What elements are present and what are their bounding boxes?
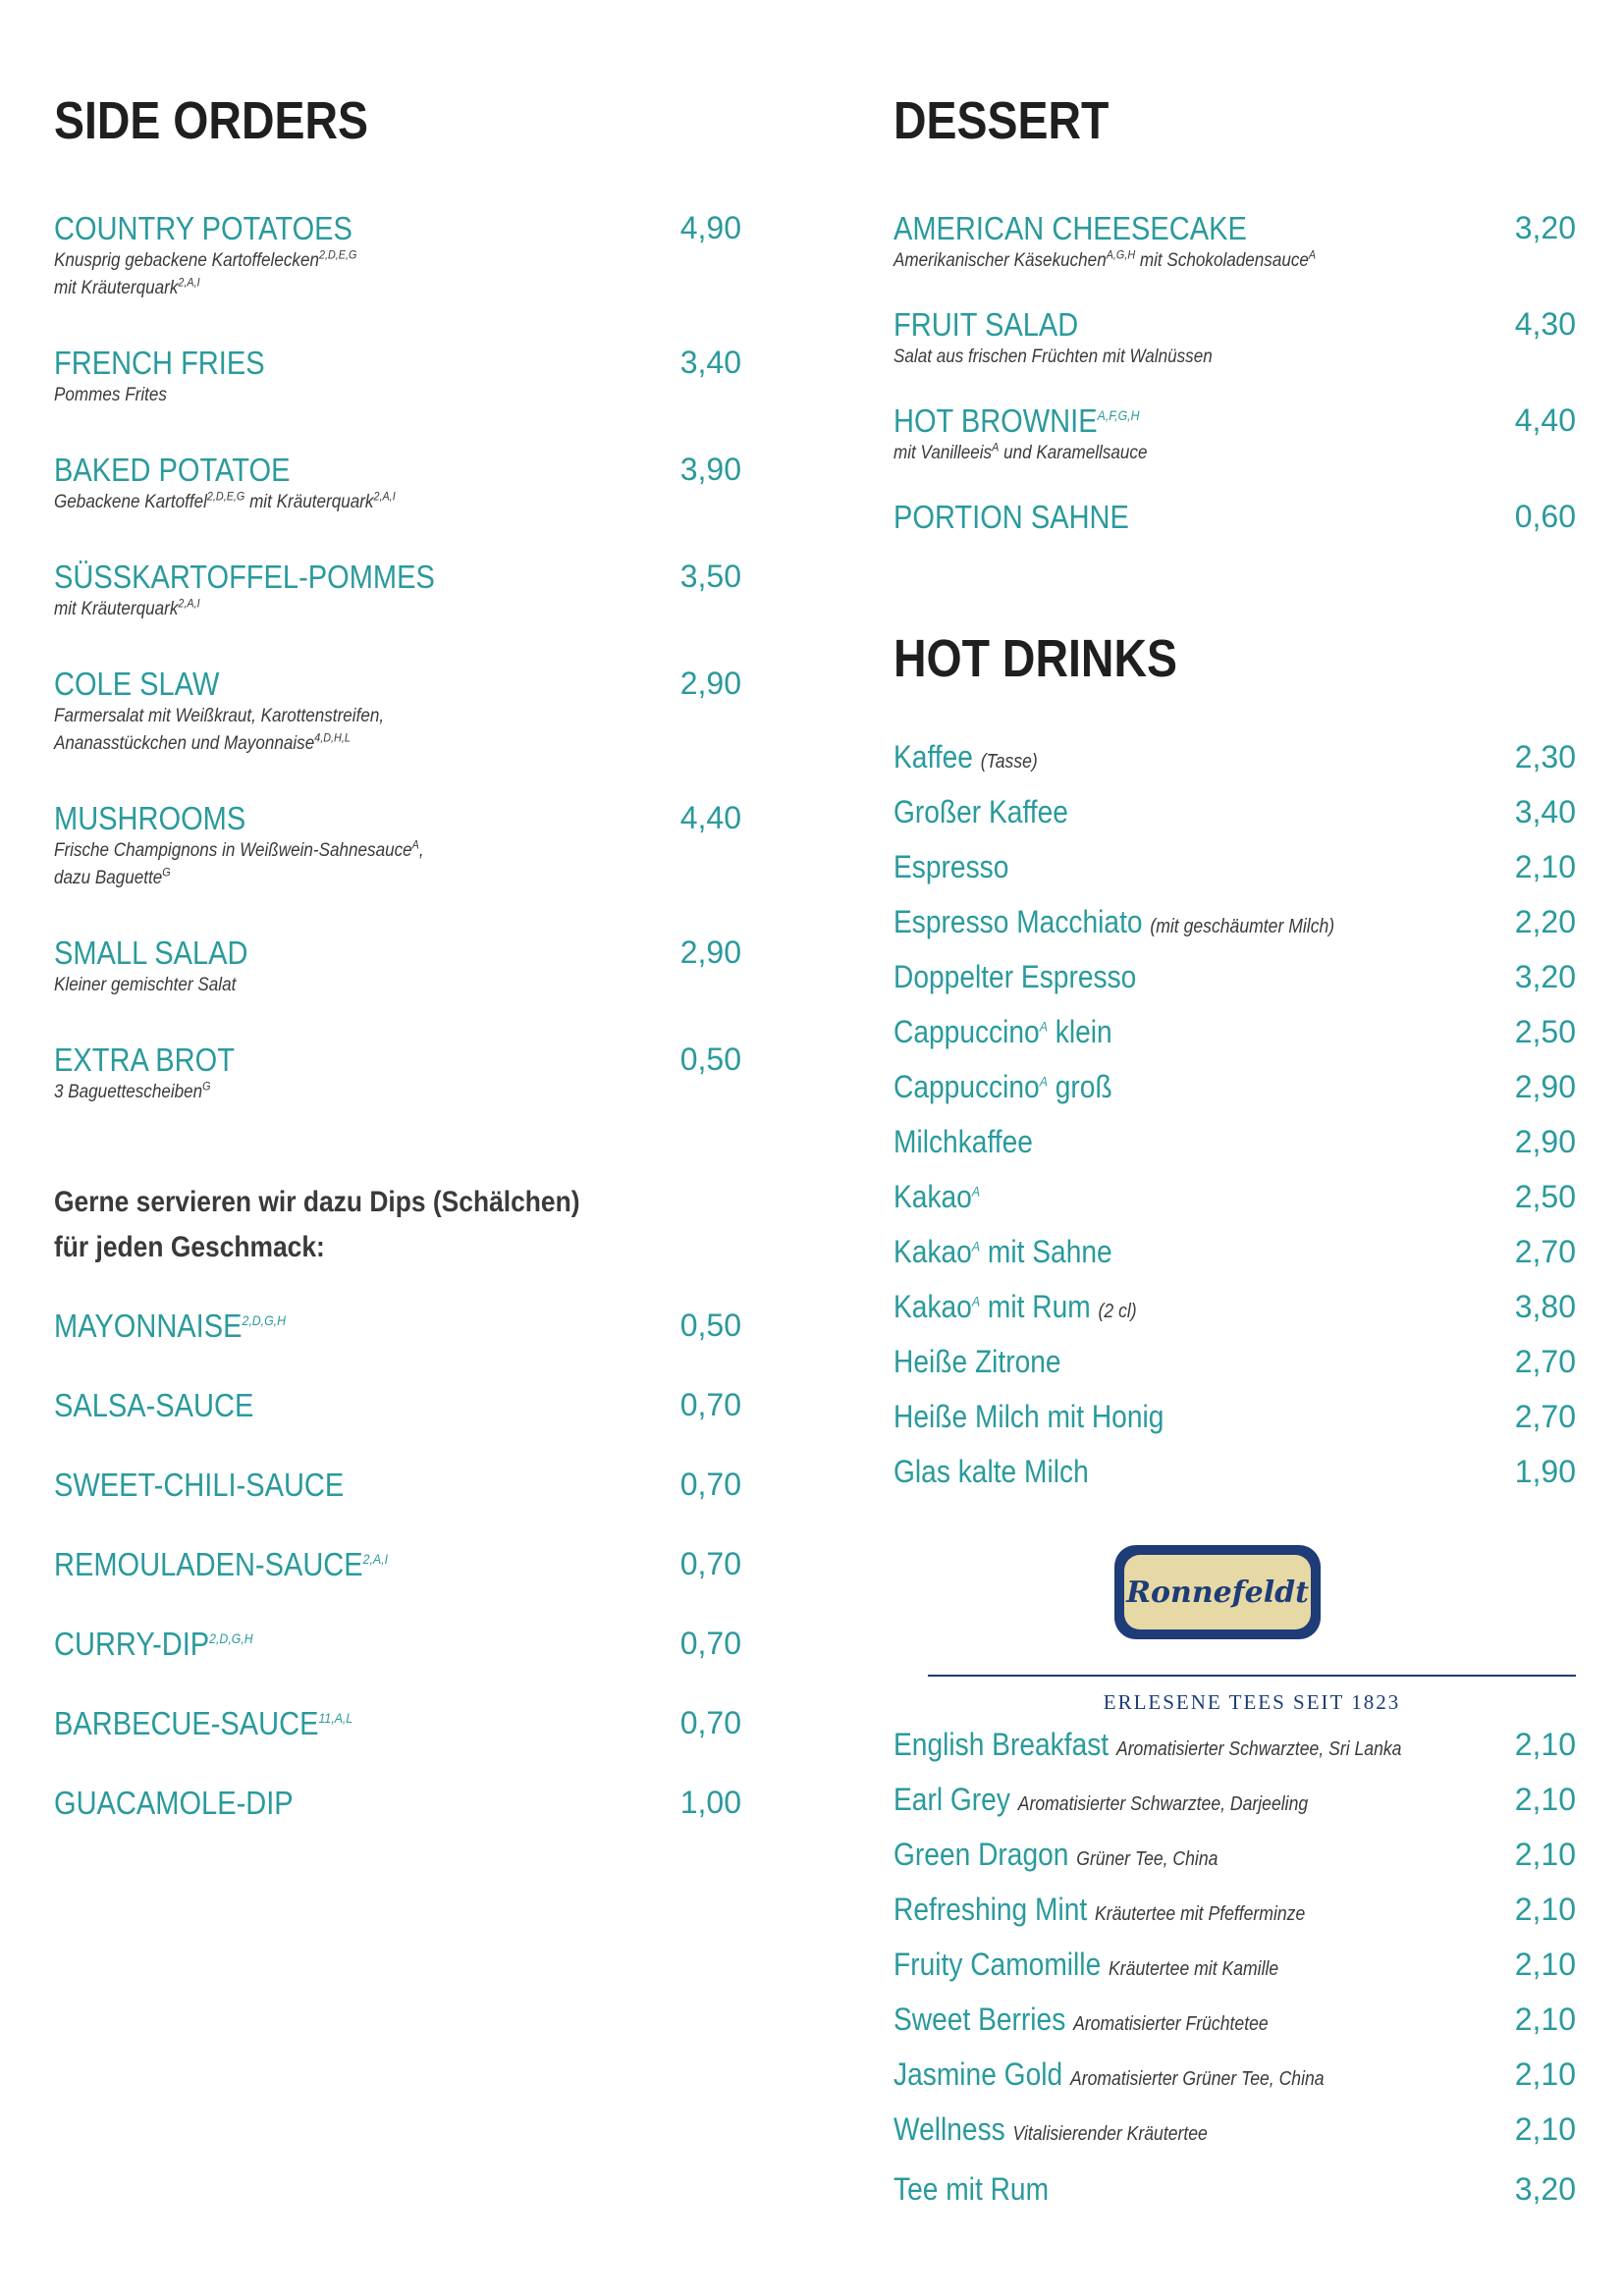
tea-price: 2,10 — [1514, 2111, 1576, 2147]
item-price: 2,90 — [679, 934, 741, 970]
drink-item — [893, 959, 1576, 995]
dip-price: 0,70 — [679, 1467, 741, 1502]
drink-item — [893, 1289, 1576, 1325]
drink-name: Kakao$^A$ — [893, 1179, 981, 1214]
dip-item — [54, 1467, 741, 1504]
item-name: FRUIT SALAD — [893, 306, 1079, 343]
drink-name: Kaffee (Tasse) — [893, 739, 1038, 774]
drink-price: 2,90 — [1514, 1069, 1576, 1104]
item-name: COUNTRY POTATOES — [54, 210, 352, 246]
tea-name: Earl Grey Aromatisierter Schwarztee, Darjeeling — [893, 1782, 1309, 1817]
menu-item — [54, 210, 741, 302]
item-name: FRENCH FRIES — [54, 345, 265, 381]
drink-item — [893, 1124, 1576, 1160]
tea-item — [893, 2171, 1576, 2208]
item-description: Farmersalat mit Weißkraut, Karottenstreifen, — [54, 706, 385, 726]
drink-name: Cappuccino$^A$ groß — [893, 1069, 1112, 1104]
item-description: Pommes Frites — [54, 385, 167, 405]
drink-price: 3,80 — [1514, 1289, 1576, 1324]
dip-name: REMOULADEN-$SAUCE^{2,A,I}$ — [54, 1546, 388, 1582]
item-price: 0,60 — [1514, 499, 1576, 534]
drink-price: 2,70 — [1514, 1399, 1576, 1434]
item-price: 3,40 — [679, 345, 741, 380]
item-description: Frische Champignons in Weißwein-Sahnesauce$^A$, — [54, 837, 424, 861]
item-description: dazu Baguette$^G$ — [54, 865, 171, 888]
item-description: Kleiner gemischter Salat — [54, 975, 237, 995]
item-price: 4,30 — [1514, 306, 1576, 342]
drink-price: 2,10 — [1514, 849, 1576, 884]
tea-price: 2,10 — [1514, 1837, 1576, 1872]
drink-price: 2,50 — [1514, 1179, 1576, 1214]
menu-item — [54, 452, 741, 516]
tea-item — [893, 1947, 1576, 1983]
dip-item — [54, 1785, 741, 1822]
drink-price: 2,20 — [1514, 904, 1576, 939]
tea-price: 2,10 — [1514, 1947, 1576, 1982]
item-name: MUSHROOMS — [54, 800, 246, 836]
menu-item — [893, 210, 1576, 275]
tea-price: 2,10 — [1514, 1782, 1576, 1817]
drink-name: Kakao$^A$ mit Sahne — [893, 1234, 1112, 1269]
dip-name: CURRY-$DIP^{2,D,G,H}$ — [54, 1626, 253, 1662]
drink-item — [893, 1344, 1576, 1380]
menu-item — [54, 559, 741, 623]
menu-item — [893, 402, 1576, 467]
item-price: 0,50 — [679, 1041, 741, 1077]
section-heading-hot-drinks: HOT DRINKS — [893, 629, 1177, 688]
drink-price: 3,40 — [1514, 794, 1576, 829]
item-description: Salat aus frischen Früchten mit Walnüssen — [893, 347, 1213, 367]
drink-item — [893, 739, 1576, 775]
menu-item — [54, 1041, 741, 1106]
menu-item — [54, 934, 741, 999]
drink-price: 1,90 — [1514, 1454, 1576, 1489]
drink-name: Cappuccino$^A$ klein — [893, 1014, 1112, 1049]
tea-item — [893, 1892, 1576, 1928]
drink-item — [893, 849, 1576, 885]
divider — [928, 1675, 1576, 1677]
item-description: mit Vanilleeis$^A$ und Karamellsauce — [893, 440, 1148, 463]
item-description: Ananasstückchen und Mayonnaise$^{4,D,H,L}$ — [54, 730, 351, 754]
section-heading-dessert: DESSERT — [893, 91, 1110, 150]
tea-name: Wellness Vitalisierender Kräutertee — [893, 2111, 1208, 2147]
drink-name: Espresso — [893, 849, 1009, 884]
item-price: 4,40 — [679, 800, 741, 835]
menu-item — [54, 800, 741, 892]
item-description: 3 Baguettescheiben$^G$ — [54, 1079, 211, 1102]
dips-note: Gerne servieren wir dazu Dips (Schälchen) für jeden Geschmack: — [54, 1186, 580, 1263]
menu-item — [54, 345, 741, 409]
item-price: 3,20 — [1514, 210, 1576, 245]
tea-item — [893, 1727, 1576, 1763]
drink-price: 2,30 — [1514, 739, 1576, 774]
tea-name: Tee mit Rum — [893, 2171, 1050, 2207]
dip-name: $MAYONNAISE^{2,D,G,H}$ — [54, 1308, 286, 1344]
tea-name: Green Dragon Grüner Tee, China — [893, 1837, 1218, 1872]
tea-item — [893, 2111, 1576, 2148]
dip-item — [54, 1626, 741, 1663]
dip-price: 1,00 — [679, 1785, 741, 1820]
dip-item — [54, 1705, 741, 1742]
dip-name: SWEET-CHILI-SAUCE — [54, 1467, 345, 1503]
drink-name: Milchkaffee — [893, 1124, 1033, 1159]
tea-name: English Breakfast Aromatisierter Schwarztee, Sri Lanka — [893, 1727, 1402, 1762]
item-description: mit Kräuterquark$^{2,A,I}$ — [54, 596, 200, 619]
tea-price: 2,10 — [1514, 1892, 1576, 1927]
menu-item — [54, 666, 741, 758]
tea-item — [893, 2056, 1576, 2093]
item-name: HOT $BROWNIE^{A,F,G,H}$ — [893, 402, 1140, 439]
item-name: COLE SLAW — [54, 666, 220, 702]
item-description: Amerikanischer Käsekuchen$^{A,G,H}$ mit Schokoladensauce$^A$ — [893, 247, 1317, 271]
item-price: 3,50 — [679, 559, 741, 594]
tea-price: 3,20 — [1514, 2171, 1576, 2207]
item-price: 2,90 — [679, 666, 741, 701]
item-price: 4,90 — [679, 210, 741, 245]
drink-name: Doppelter Espresso — [893, 959, 1137, 994]
drink-item — [893, 1399, 1576, 1435]
drink-item — [893, 1069, 1576, 1105]
drink-item — [893, 1179, 1576, 1215]
dip-price: 0,70 — [679, 1626, 741, 1661]
tea-item — [893, 1782, 1576, 1818]
drink-item — [893, 1454, 1576, 1490]
drink-item — [893, 1014, 1576, 1050]
item-name: SMALL SALAD — [54, 934, 248, 971]
drink-name: Großer Kaffee — [893, 794, 1068, 829]
drink-name: Heiße Milch mit Honig — [893, 1399, 1164, 1434]
dip-name: BARBECUE-$SAUCE^{11,A,L}$ — [54, 1705, 353, 1741]
menu-item — [893, 499, 1576, 536]
drink-name: Kakao$^A$ mit Rum (2 cl) — [893, 1289, 1137, 1324]
drink-price: 2,50 — [1514, 1014, 1576, 1049]
tea-price: 2,10 — [1514, 2002, 1576, 2037]
dip-price: 0,50 — [679, 1308, 741, 1343]
drink-item — [893, 794, 1576, 830]
tea-item — [893, 1837, 1576, 1873]
item-name: SÜSSKARTOFFEL-POMMES — [54, 559, 435, 595]
item-name: AMERICAN CHEESECAKE — [893, 210, 1247, 246]
tea-name: Jasmine Gold Aromatisierter Grüner Tee, China — [893, 2056, 1325, 2092]
item-name: PORTION SAHNE — [893, 499, 1129, 535]
brand-name: Ronnefeldt — [1126, 1575, 1309, 1610]
brand-tagline: ERLESENE TEES SEIT 1823 — [1103, 1690, 1401, 1714]
item-price: 3,90 — [679, 452, 741, 487]
drink-item — [893, 904, 1576, 940]
item-name: BAKED POTATOE — [54, 452, 291, 488]
drink-price: 2,90 — [1514, 1124, 1576, 1159]
dip-price: 0,70 — [679, 1546, 741, 1581]
drink-price: 3,20 — [1514, 959, 1576, 994]
item-description: Knusprig gebackene Kartoffelecken$^{2,D,E,G}$ — [54, 247, 357, 271]
tea-item — [893, 2002, 1576, 2038]
drink-name: Heiße Zitrone — [893, 1344, 1061, 1379]
dip-name: SALSA-SAUCE — [54, 1387, 254, 1423]
drink-item — [893, 1234, 1576, 1270]
drink-name: Glas kalte Milch — [893, 1454, 1089, 1489]
dip-name: GUACAMOLE-DIP — [54, 1785, 294, 1821]
tea-name: Fruity Camomille Kräutertee mit Kamille — [893, 1947, 1279, 1982]
item-name: EXTRA BROT — [54, 1041, 235, 1078]
item-description: mit Kräuterquark$^{2,A,I}$ — [54, 275, 200, 298]
drink-name: Espresso Macchiato (mit geschäumter Milch) — [893, 904, 1335, 939]
dip-price: 0,70 — [679, 1705, 741, 1740]
menu-item — [893, 306, 1576, 371]
drink-price: 2,70 — [1514, 1234, 1576, 1269]
dip-item — [54, 1546, 741, 1583]
item-price: 4,40 — [1514, 402, 1576, 438]
item-description: Gebackene Kartoffel$^{2,D,E,G}$ mit Kräuterquark$^{2,A,I}$ — [54, 489, 396, 512]
tea-price: 2,10 — [1514, 2056, 1576, 2092]
tea-price: 2,10 — [1514, 1727, 1576, 1762]
dip-item — [54, 1308, 741, 1345]
dip-price: 0,70 — [679, 1387, 741, 1422]
section-heading-side-orders: SIDE ORDERS — [54, 91, 368, 150]
brand-badge — [1114, 1545, 1321, 1639]
tea-name: Sweet Berries Aromatisierter Früchtetee — [893, 2002, 1269, 2037]
tea-name: Refreshing Mint Kräutertee mit Pfefferminze — [893, 1892, 1306, 1927]
drink-price: 2,70 — [1514, 1344, 1576, 1379]
dip-item — [54, 1387, 741, 1424]
